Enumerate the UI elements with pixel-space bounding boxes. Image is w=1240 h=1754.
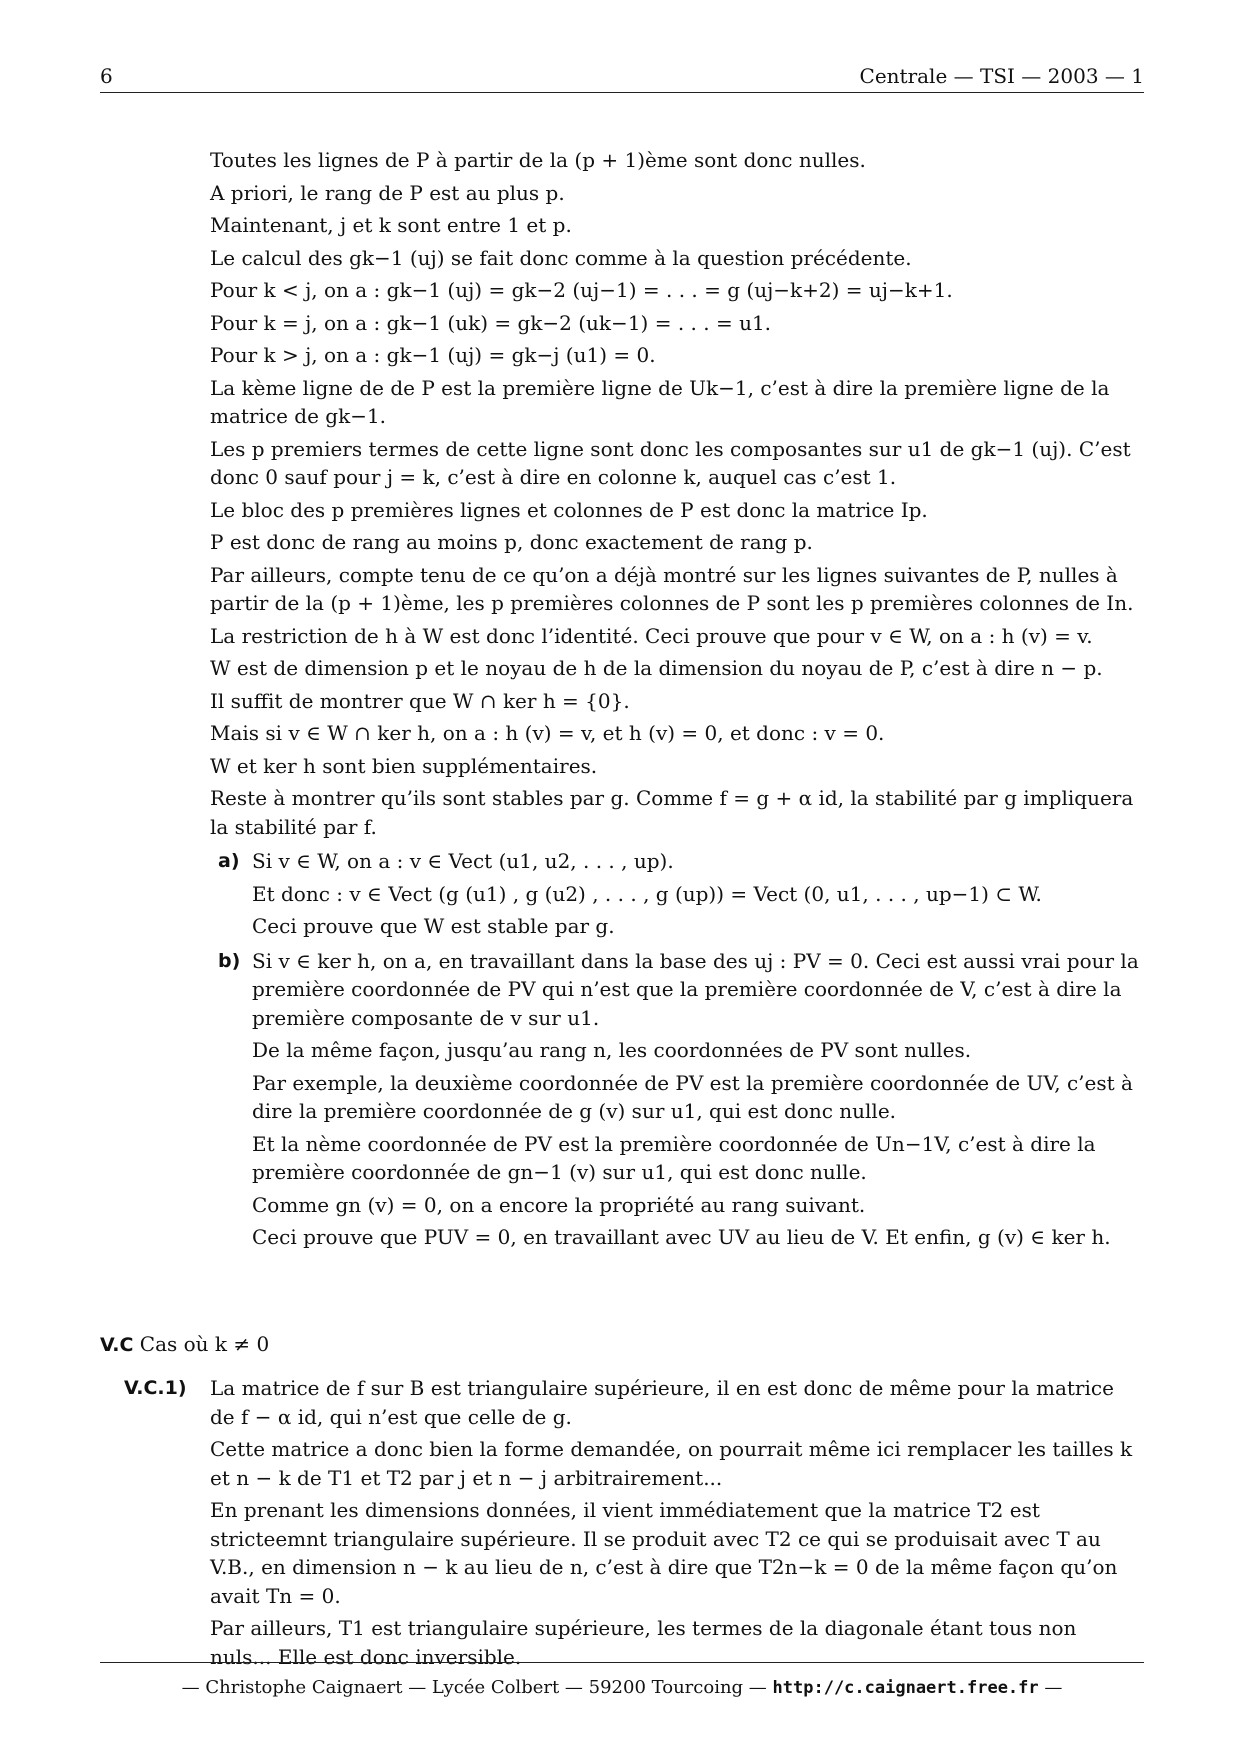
paragraph: Le calcul des gk−1 (uj) se fait donc comme à la question précédente.: [210, 245, 912, 270]
subsection-label: V.C.1): [124, 1377, 187, 1399]
page-header: [100, 62, 1144, 93]
item-line: Comme gn (v) = 0, on a encore la propriété au rang suivant.: [252, 1192, 866, 1217]
main-text: [210, 146, 1144, 1256]
paragraph: Toutes les lignes de P à partir de la (p + 1)ème sont donc nulles.: [210, 148, 866, 172]
paragraph: Il suffit de montrer que W ∩ ker h = {0}.: [210, 688, 630, 713]
paragraph: Pour k > j, on a : gk−1 (uj) = gk−j (u1) = 0.: [210, 343, 656, 367]
paragraph: Reste à montrer qu’ils sont stables par g. Comme f = g + α id, la stabilité par g impliquera la stabilité par f.: [210, 786, 1134, 839]
item-line: Si v ∈ ker h, on a, en travaillant dans la base des uj : PV = 0. Ceci est aussi vrai pour la première coordonnée de PV qui n’est que la première coordonnée de V, c’est à dire la première composante de v sur u1.: [252, 948, 1139, 1030]
paragraph: Cette matrice a donc bien la forme demandée, on pourrait même ici remplacer les tailles k et n − k de T1 et T2 par j et n − j arbitrairement...: [210, 1437, 1133, 1490]
item-line: Si v ∈ W, on a : v ∈ Vect (u1, u2, . . . , up).: [252, 849, 674, 873]
paragraph: En prenant les dimensions données, il vient immédiatement que la matrice T2 est stricteemnt triangulaire supérieure. Il se produit avec T2 ce qui se produisait avec T au V.B., en dimension n − k au lieu de n, c’est à dire que T2n−k = 0 de la même façon qu’on avait Tn = 0.: [210, 1498, 1118, 1608]
item-label: b): [218, 949, 241, 972]
paragraph: P est donc de rang au moins p, donc exactement de rang p.: [210, 530, 813, 554]
section-label: V.C: [100, 1334, 134, 1356]
item-line: Et donc : v ∈ Vect (g (u1) , g (u2) , . . . , g (up)) = Vect (0, u1, . . . , up−1) ⊂ W.: [252, 881, 1042, 906]
paragraph: W est de dimension p et le noyau de h de la dimension du noyau de P, c’est à dire n − p.: [210, 656, 1103, 680]
subsection: [124, 1374, 1144, 1675]
paragraph: La matrice de f sur B est triangulaire supérieure, il en est donc de même pour la matrice de f − α id, qui n’est que celle de g.: [210, 1376, 1114, 1429]
page-footer: [100, 1662, 1144, 1698]
item-line: De la même façon, jusqu’au rang n, les coordonnées de PV sont nulles.: [252, 1038, 972, 1062]
paragraph: Par ailleurs, compte tenu de ce qu’on a déjà montré sur les lignes suivantes de P, nulles à partir de la (p + 1)ème, les p premières colonnes de P sont les p premières colonnes de In.: [210, 562, 1134, 615]
item-line: Ceci prouve que PUV = 0, en travaillant avec UV au lieu de V. Et enfin, g (v) ∈ ker h.: [252, 1225, 1111, 1249]
running-title: Centrale — TSI — 2003 — 1: [859, 64, 1144, 88]
footer-text: — Christophe Caignaert — Lycée Colbert — 59200 Tourcoing —: [181, 1677, 767, 1698]
item-a: [210, 847, 1144, 941]
footer-link[interactable]: http://c.caignaert.free.fr: [772, 1678, 1039, 1698]
paragraph: Maintenant, j et k sont entre 1 et p.: [210, 213, 572, 237]
paragraph: A priori, le rang de P est au plus p.: [210, 180, 565, 205]
item-line: Et la nème coordonnée de PV est la première coordonnée de Un−1V, c’est à dire la première coordonnée de gn−1 (v) sur u1, qui est donc nulle.: [252, 1131, 1096, 1184]
paragraph: Par ailleurs, T1 est triangulaire supérieure, les termes de la diagonale étant tous non nuls... Elle est donc inversible.: [210, 1616, 1077, 1669]
item-b: [210, 947, 1144, 1252]
item-line: Ceci prouve que W est stable par g.: [252, 914, 615, 938]
item-label: a): [218, 850, 240, 872]
section-title: Cas où k ≠ 0: [139, 1332, 270, 1356]
paragraph: W et ker h sont bien supplémentaires.: [210, 753, 598, 778]
section-heading: [100, 1332, 269, 1356]
paragraph: La kème ligne de de P est la première ligne de Uk−1, c’est à dire la première ligne de la matrice de gk−1.: [210, 375, 1110, 428]
footer-trail: —: [1044, 1677, 1063, 1698]
paragraph: La restriction de h à W est donc l’identité. Ceci prouve que pour v ∈ W, on a : h (v) = v.: [210, 623, 1093, 648]
item-line: Par exemple, la deuxième coordonnée de PV est la première coordonnée de UV, c’est à dire la première coordonnée de g (v) sur u1, qui est donc nulle.: [252, 1070, 1133, 1123]
page-number: 6: [100, 64, 113, 88]
paragraph: Pour k = j, on a : gk−1 (uk) = gk−2 (uk−1) = . . . = u1.: [210, 310, 772, 335]
paragraph: Pour k < j, on a : gk−1 (uj) = gk−2 (uj−1) = . . . = g (uj−k+2) = uj−k+1.: [210, 278, 953, 302]
paragraph: Mais si v ∈ W ∩ ker h, on a : h (v) = v, et h (v) = 0, et donc : v = 0.: [210, 721, 885, 745]
paragraph: Les p premiers termes de cette ligne sont donc les composantes sur u1 de gk−1 (uj). C’est donc 0 sauf pour j = k, c’est à dire en colonne k, auquel cas c’est 1.: [210, 436, 1131, 489]
paragraph: Le bloc des p premières lignes et colonnes de P est donc la matrice Ip.: [210, 497, 928, 522]
